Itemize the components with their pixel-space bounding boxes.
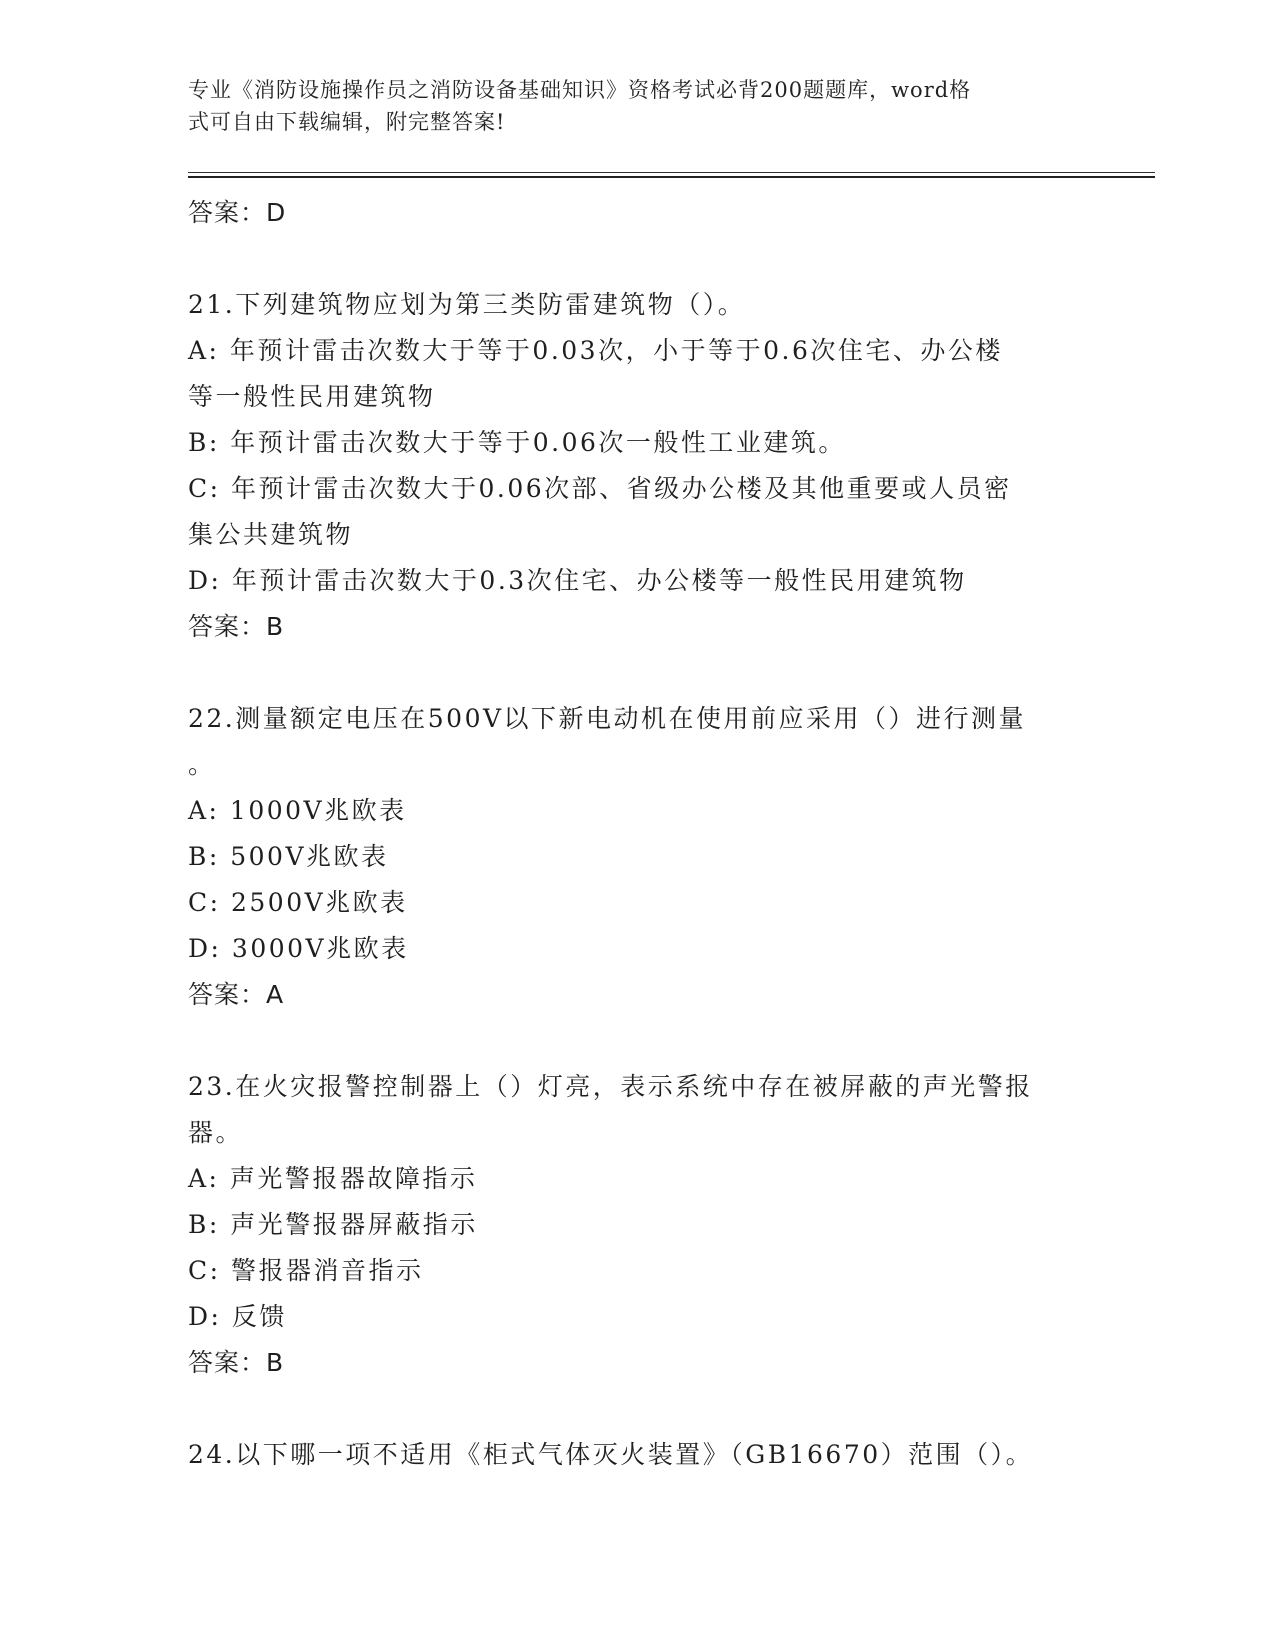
question-stem: 21.下列建筑物应划为第三类防雷建筑物（）。 [188, 290, 746, 319]
option-a: A: 声光警报器故障指示 [188, 1164, 478, 1193]
option-c: C: 2500V兆欧表 [188, 888, 408, 917]
question-21 [188, 282, 1088, 650]
option-a: A: 年预计雷击次数大于等于0.03次，小于等于0.6次住宅、办公楼 [188, 336, 1003, 365]
option-b: B: 500V兆欧表 [188, 842, 389, 871]
option-a: A: 1000V兆欧表 [188, 796, 407, 825]
spacer [188, 1018, 1088, 1064]
option-d: D: 年预计雷击次数大于0.3次住宅、办公楼等一般性民用建筑物 [188, 566, 967, 595]
header-divider-thin [188, 172, 1155, 173]
question-stem-continued: 器。 [188, 1118, 244, 1147]
answer: 答案：B [188, 612, 285, 641]
question-body [188, 190, 1088, 1478]
option-b: B: 声光警报器屏蔽指示 [188, 1210, 478, 1239]
option-a-continued: 等一般性民用建筑物 [188, 382, 436, 411]
document-header [188, 74, 1068, 138]
option-c: C: 年预计雷击次数大于0.06次部、省级办公楼及其他重要或人员密 [188, 474, 1012, 503]
option-c: C: 警报器消音指示 [188, 1256, 424, 1285]
question-24 [188, 1432, 1088, 1478]
option-d: D: 反馈 [188, 1302, 287, 1331]
answer: 答案：A [188, 980, 285, 1009]
question-stem: 23.在火灾报警控制器上（）灯亮，表示系统中存在被屏蔽的声光警报 [188, 1072, 1033, 1101]
header-line-2: 式可自由下载编辑，附完整答案! [188, 110, 506, 134]
question-stem: 24.以下哪一项不适用《柜式气体灭火装置》（GB16670）范围（）。 [188, 1440, 1034, 1469]
header-line-1: 专业《消防设施操作员之消防设备基础知识》资格考试必背200题题库，word格 [188, 78, 972, 102]
question-stem: 22.测量额定电压在500V以下新电动机在使用前应采用（）进行测量 [188, 704, 1027, 733]
spacer [188, 1386, 1088, 1432]
option-d: D: 3000V兆欧表 [188, 934, 409, 963]
answer: 答案：B [188, 1348, 285, 1377]
header-divider-thick [188, 176, 1155, 178]
question-22 [188, 696, 1088, 1018]
option-b: B: 年预计雷击次数大于等于0.06次一般性工业建筑。 [188, 428, 846, 457]
question-23 [188, 1064, 1088, 1386]
spacer [188, 650, 1088, 696]
question-stem-continued: 。 [188, 750, 216, 779]
previous-answer: 答案：D [188, 198, 287, 227]
spacer [188, 236, 1088, 282]
option-c-continued: 集公共建筑物 [188, 520, 354, 549]
